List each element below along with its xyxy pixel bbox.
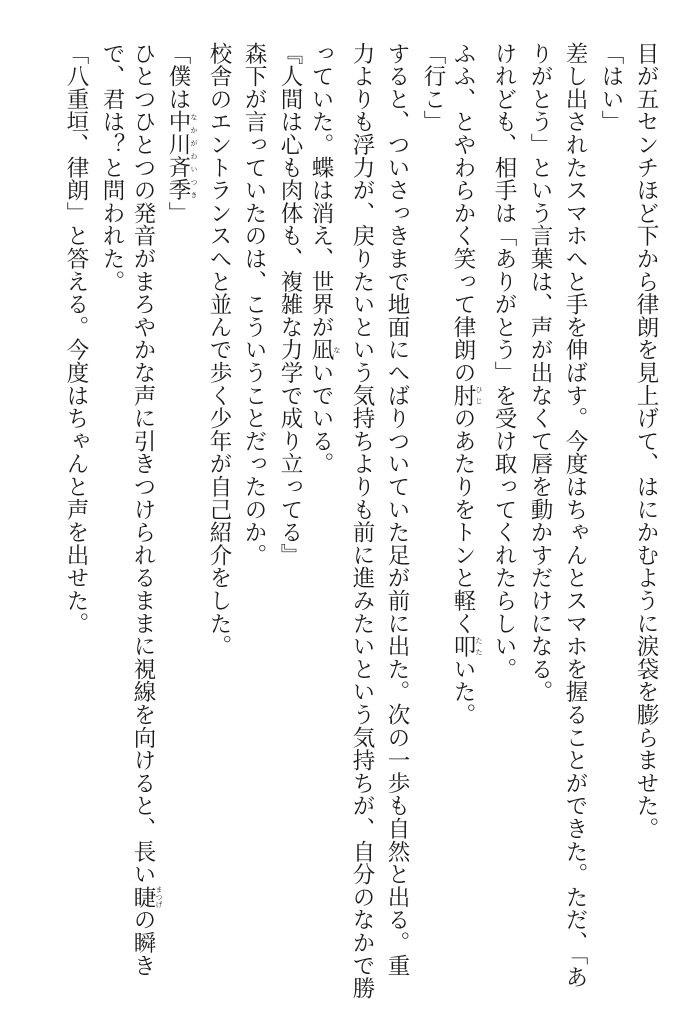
text-run: 校舎のエントランスへと並んで歩く少年が自己紹介をした。 (206, 42, 232, 658)
text-run: 「僕は (165, 42, 191, 111)
ruby-annotation (165, 110, 198, 202)
text-run: いた。 (450, 657, 476, 727)
text-line (165, 42, 198, 982)
text-line (275, 42, 305, 982)
furigana: な (333, 338, 341, 362)
text-line (61, 42, 91, 982)
ruby-base: 凪 (308, 338, 334, 362)
text-run: 目が五センチほど下から律朗を見上げて、はにかむように涙袋を膨らませた。 (633, 42, 659, 840)
ruby-base: 中川斉季 (165, 110, 191, 202)
text-run: いでいる。 (308, 361, 334, 476)
text-run: のあたりをトンと軽く (450, 406, 476, 635)
text-line (450, 42, 483, 982)
text-run: 「行こ」 (420, 42, 446, 134)
text-line (347, 42, 377, 1000)
text-line (204, 42, 234, 982)
text-line (239, 42, 269, 982)
text-run: 力よりも浮力が、戻りたいという気持ちよりも前に進みたいという気持ちが、自分のなかで勝 (349, 42, 375, 1000)
text-run: ふふ、とやわらかく笑って律朗の (450, 42, 476, 384)
text-run: の瞬き (130, 908, 156, 977)
text-run: 「はい」 (598, 42, 624, 134)
ruby-base: 叩 (450, 634, 476, 658)
ruby-base: 肘 (450, 384, 476, 407)
ruby-base: 睫 (130, 885, 156, 909)
text-run: 」 (165, 201, 191, 225)
text-run: 差し出されたスマホへと手を伸ばす。今度はちゃんとスマホを握ることができた。ただ、「あ (562, 42, 588, 989)
text-run: 「八重垣、律朗」と答える。今度はちゃんと声を出せた。 (63, 42, 89, 635)
furigana: まつげ (155, 885, 163, 909)
furigana: なかがわいつき (190, 110, 198, 202)
text-line (596, 42, 626, 982)
text-line (97, 42, 127, 982)
text-line (631, 42, 661, 982)
text-line (489, 42, 519, 982)
text-run: りがとう」という言葉は、声が出なくて唇を動かすだけになる。 (527, 42, 553, 704)
furigana: ひじ (475, 384, 483, 407)
ruby-annotation (308, 338, 341, 362)
text-run: ひとつひとつの発音がまろやかな声に引きつけられるままに視線を向けると、長い (130, 42, 156, 886)
text-line (382, 42, 412, 982)
furigana: たた (475, 634, 483, 658)
text-run: すると、ついさっきまで地面にへばりついていた足が前に出た。次の一歩も自然と出る。重 (384, 42, 410, 977)
text-line (130, 42, 163, 982)
text-run: っていた。蝶は消え、世界が (308, 42, 334, 339)
text-run: 森下が言っていたのは、こういうことだったのか。 (241, 42, 267, 567)
ruby-annotation (130, 885, 163, 909)
ruby-annotation (450, 384, 483, 407)
ruby-annotation (450, 634, 483, 658)
text-run: けれども、相手は「ありがとう」を受け取ってくれたらしい。 (491, 42, 517, 681)
text-line (308, 42, 341, 982)
text-run: で、君は？と問われた。 (99, 42, 125, 293)
text-line (560, 42, 590, 989)
text-run: 『人間は心も肉体も、複雑な力学で成り立ってる』 (277, 42, 303, 567)
text-line (418, 42, 448, 982)
text-line (525, 42, 555, 982)
